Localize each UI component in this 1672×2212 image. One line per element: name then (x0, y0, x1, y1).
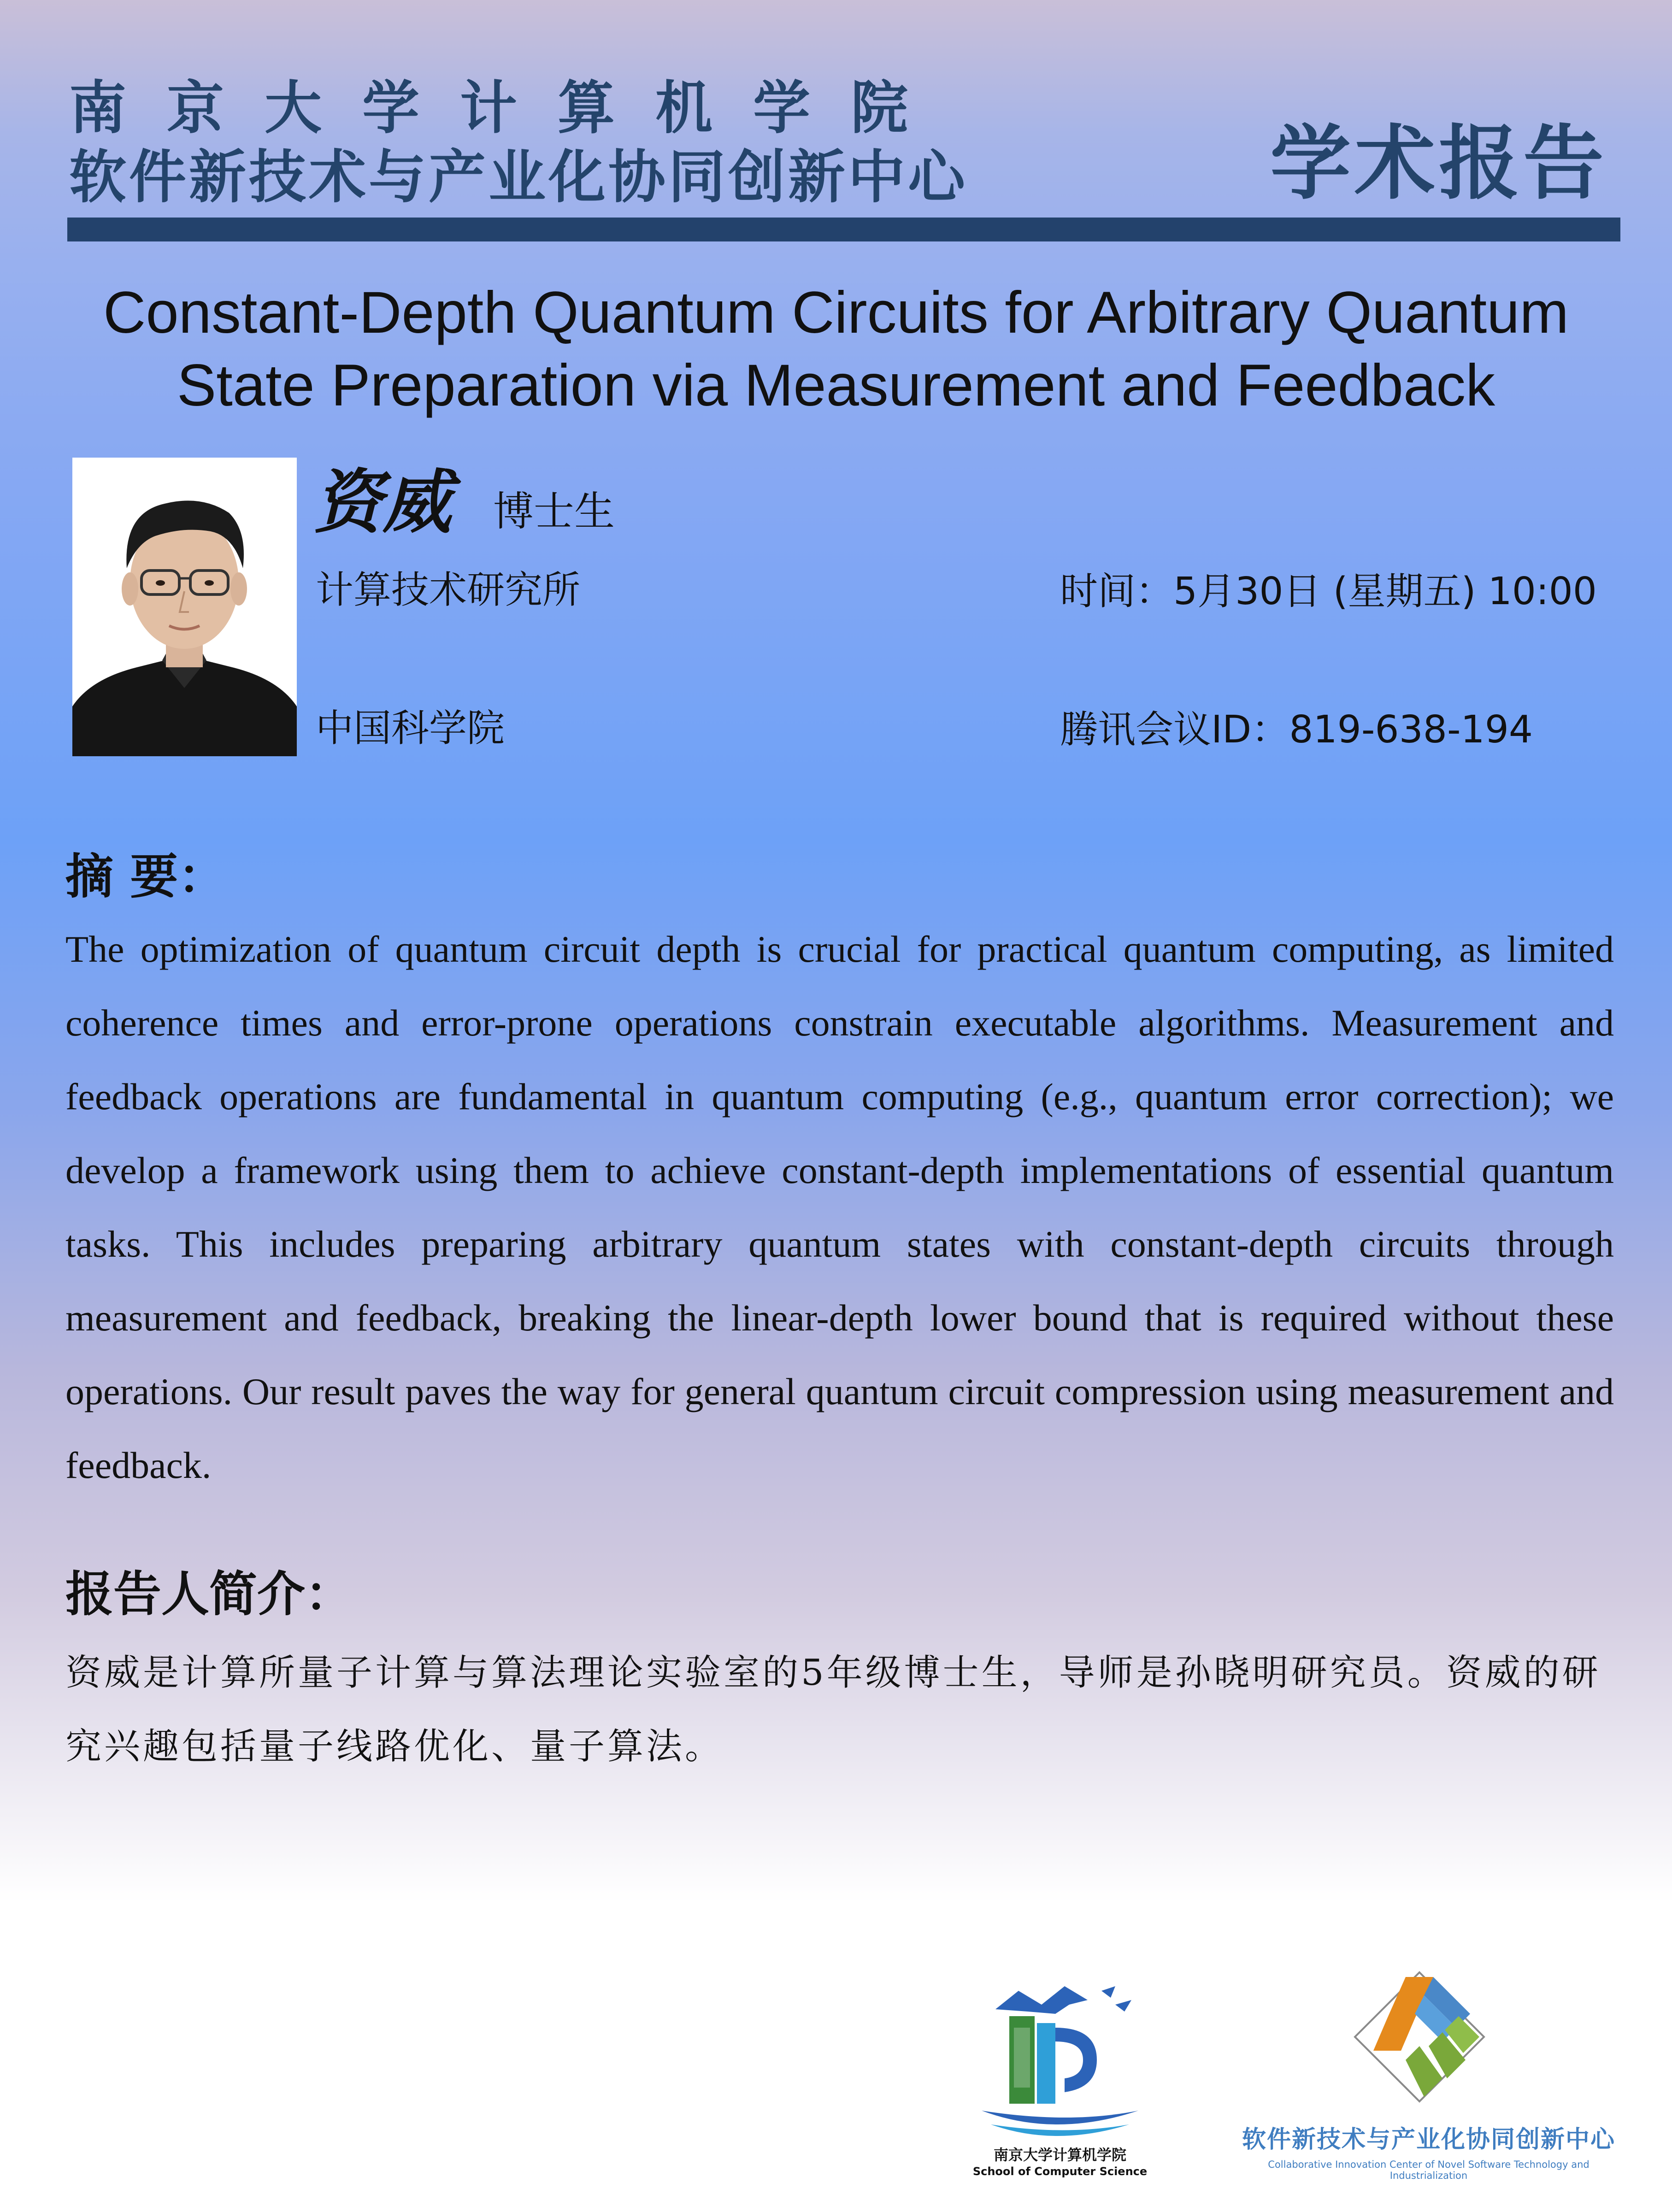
center-name-cn: 软件新技术与产业化协同创新中心 (1242, 2126, 1615, 2153)
bio-heading: 报告人简介： (65, 1566, 353, 1622)
center-name-en: Collaborative Innovation Center of Novel Software Technology and Industrialization (1268, 2159, 1590, 2181)
school-logo (963, 1972, 1157, 2147)
speaker-affiliation-academy: 中国科学院 (316, 706, 505, 750)
talk-title-line1: Constant-Depth Quantum Circuits for Arbitrary Quantum (103, 280, 1569, 346)
abstract-heading: 摘 要： (65, 848, 226, 905)
innovation-center-caption (1240, 2120, 1618, 2181)
speaker-name: 资威 (313, 462, 452, 543)
school-name-en: School of Computer Science (972, 2165, 1148, 2178)
speaker-affiliation-institute: 计算技术研究所 (316, 568, 581, 612)
speaker-degree: 博士生 (493, 488, 615, 535)
speaker-photo (72, 458, 297, 756)
talk-title (55, 276, 1617, 422)
report-label: 学术报告 (1270, 117, 1607, 211)
innovation-center-logo (1350, 1968, 1489, 2106)
header-divider (67, 218, 1620, 241)
school-name-cn: 南京大学计算机学院 (993, 2146, 1126, 2164)
school-logo-caption (940, 2147, 1180, 2180)
institution-line1: 南京大学计算机学院 (69, 75, 949, 141)
institution-name (69, 74, 968, 212)
meeting-id: 腾讯会议ID：819-638-194 (1060, 708, 1533, 752)
event-time: 时间：5月30日 (星期五) 10:00 (1060, 570, 1597, 613)
abstract-text: The optimization of quantum circuit depth is crucial for practical quantum computing, as limited coherence times and error-prone operations constrain executable algorithms. Measurement and feedback operations are fundamental in quantum computing (e.g., quantum error correction); we develop a framework using them to achieve constant-depth implementations of essential quantum tasks. This includes preparing arbitrary quantum states with constant-depth circuits through measurement and feedback, breaking the linear-depth lower bound that is required without these operations. Our result paves the way for general quantum circuit compression using measurement and feedback. (65, 928, 1614, 1486)
talk-title-line2: State Preparation via Measurement and Feedback (177, 353, 1495, 418)
institution-line2: 软件新技术与产业化协同创新中心 (69, 144, 968, 211)
bio-text: 资威是计算所量子计算与算法理论实验室的5年级博士生，导师是孙晓明研究员。资威的研究兴趣包括量子线路优化、量子算法。 (65, 1652, 1601, 1767)
